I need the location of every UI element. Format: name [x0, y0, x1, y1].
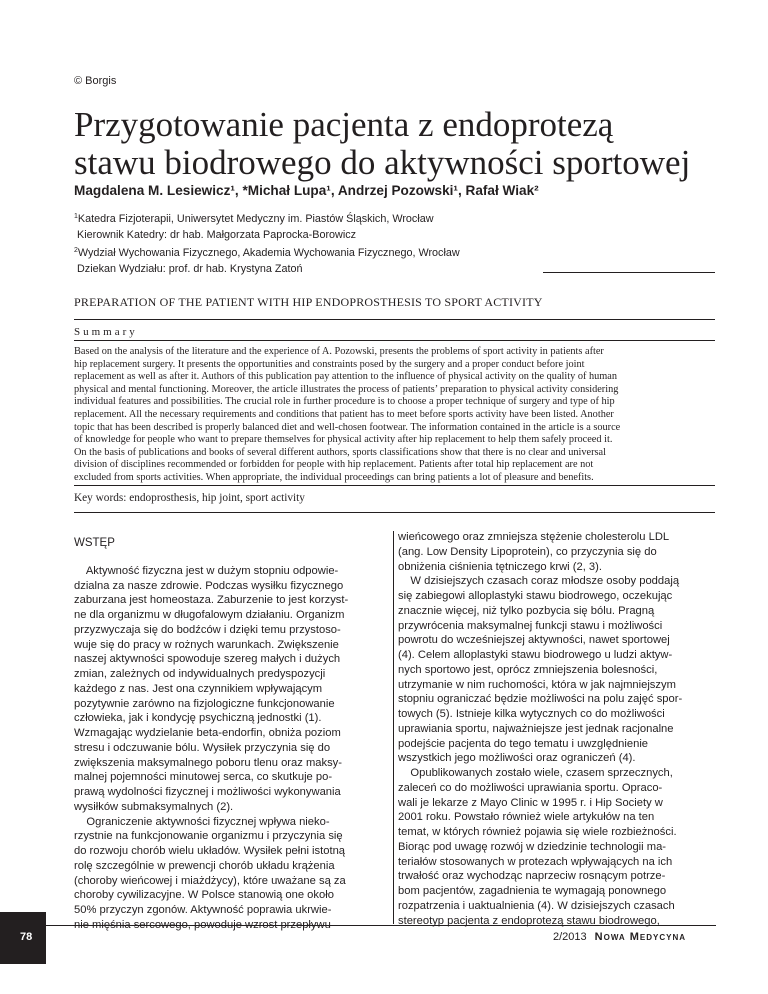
article-title	[74, 106, 714, 182]
text-line: przywrócenia maksymalnej funkcji stawu i możliwości	[398, 619, 663, 632]
divider	[74, 319, 715, 320]
text-line: towych (5). Istnieje kilka wytycznych co do możliwości	[398, 708, 665, 720]
abstract-line: of knowledge for people who want to prepare themselves for physical activity after hip replacement to help them safely proceed it.	[74, 434, 613, 446]
footer-rule	[46, 925, 716, 926]
abstract-line: replacement. All the necessary requirements and conditions that patient has to meet before sports activity have been listed. Another	[74, 408, 614, 420]
text-line: Ograniczenie aktywności fizycznej wpływa nieko-	[74, 815, 330, 828]
journal-footer	[553, 931, 686, 943]
abstract-line: hip replacement surgery. It presents the opportunities and constraints posed by the surgery and a proper conduct before joint	[74, 358, 585, 370]
text-line: naszej aktywności spowoduje szereg małych i dużych	[74, 653, 341, 666]
issue: 2/2013	[553, 931, 587, 943]
text-line: do rozwoju chorób wielu układów. Wysiłek pełni istotną	[74, 845, 346, 857]
text-line: wali je lekarze z Mayo Clinic w 1995 r. i Hip Society w	[398, 796, 663, 809]
journal-name: Nowa Medycyna	[594, 931, 687, 943]
text-line: wieńcowego oraz zmniejsza stężenie cholesterolu LDL	[398, 531, 670, 543]
abstract-line: Based on the analysis of the literature and the experience of A. Pozowski, presents the problems of sport activity in patients after	[74, 346, 604, 357]
text-line: 50% przyczyn zgonów. Aktywność poprawia ukrwie-	[74, 904, 332, 916]
text-line: obniżenia ciśnienia tętniczego krwi (2, 3).	[398, 560, 602, 573]
text-line: Opublikowanych zostało wiele, czasem sprzecznych,	[398, 767, 673, 779]
page-number: 78	[20, 931, 33, 943]
title-line: stawu biodrowego do aktywności sportowej	[74, 143, 691, 182]
text-line: ne dla organizmu w długofalowym działaniu. Organizm	[74, 609, 345, 621]
text-line: zaleceń co do możliwości uprawiania sportu. Opraco-	[398, 781, 663, 794]
affiliation-line: Kierownik Katedry: dr hab. Małgorzata Paprocka-Borowicz	[77, 228, 357, 241]
text-line: wysiłków submaksymalnych (2).	[74, 800, 234, 813]
left-column	[74, 530, 390, 933]
text-line: rolę szczególnie w prewencji chorób układu krążenia	[74, 859, 335, 872]
text-line: trwałość oraz wychodząc naprzeciw rosnącym potrze-	[398, 870, 666, 883]
divider	[74, 512, 715, 513]
section-heading: WSTĘP	[74, 537, 115, 549]
abstract-line: On the basis of publications and books of several different authors, sports classifications show that there is no clear and universal	[74, 446, 606, 458]
text-line: każdego z nas. Jest ona czynnikiem wpływającym	[74, 682, 323, 695]
text-line: malnej pojemności minutowej serca, co skutkuje po-	[74, 771, 333, 784]
abstract-line: division of disciplines recommended or forbidden for people with hip replacement. Patients after total hip replacement are not	[74, 459, 594, 471]
title-line: Przygotowanie pacjenta z endoprotezą	[74, 105, 614, 144]
text-line: wuje się do pracy w rożnych warunkach. Zwiększenie	[74, 638, 339, 651]
text-line: utrzymanie w nim ruchomości, która w jak najmniejszym	[398, 678, 676, 691]
affiliation-line: $^1$Katedra Fizjoterapii, Uniwersytet Medyczny im. Piastów Śląskich, Wrocław	[74, 213, 434, 225]
text-line: człowieka, jak i kondycję psychiczną jednostki (1).	[74, 712, 322, 725]
abstract-line: individual features and possibilities. The crucial role in further procedure is to choose a proper technique of surgery and type of hip	[74, 396, 615, 408]
text-line: teriałów stosowanych w protezach wpływających na ich	[398, 855, 673, 868]
right-column	[398, 530, 714, 928]
text-line: przyzwyczaja się do bodźców i dzięki temu przystoso-	[74, 623, 341, 636]
abstract-line: physical and mental functioning. Moreover, the article illustrates the process of patients’ preparation to physical activity considering	[74, 383, 619, 395]
short-divider	[543, 272, 715, 273]
text-line: W dzisiejszych czasach coraz młodsze osoby poddają	[398, 575, 680, 588]
text-line: dzialna za nasze zdrowie. Podczas wysiłku fizycznego	[74, 579, 344, 592]
column-divider	[393, 531, 394, 924]
text-line: zmian, zależnych od indywidualnych predyspozycji	[74, 668, 326, 680]
text-line: uprawiania sportu, najważniejsze jest jednak racjonalne	[398, 722, 674, 735]
summary-heading: Summary	[74, 326, 138, 338]
text-line: stopniu ograniczać będzie możliwości na polu zajęć spor-	[398, 693, 683, 706]
affiliation-line: Dziekan Wydziału: prof. dr hab. Krystyna Zatoń	[77, 262, 303, 275]
text-line: Aktywność fizyczna jest w dużym stopniu odpowie-	[74, 564, 339, 577]
affiliation-line: $^2$Wydział Wychowania Fizycznego, Akademia Wychowania Fizycznego, Wrocław	[74, 247, 460, 259]
text-line: powrotu do wcześniejszej aktywności, nawet sportowej	[398, 634, 670, 647]
abstract-line: replacement as well as after it. Authors of this publication pay attention to the influence of physical activity on the quality of human	[74, 371, 618, 383]
text-line: Biorąc pod uwagę rozwój w dziedzinie technologii ma-	[398, 840, 667, 853]
text-line: zwiększenia maksymalnego poboru tlenu oraz maksy-	[74, 756, 342, 769]
text-line: rozpatrzenia i uaktualnienia (4). W dzisiejszych czasach	[398, 899, 675, 912]
abstract-line: excluded from sports activities. When appropriate, the individual proceedings can bring patients a lot of pleasure and benefits.	[74, 471, 594, 483]
text-line: Wzmagając wydzielanie beta-endorfin, obniża poziom	[74, 727, 341, 739]
abstract-line: topic that has been described is properly balanced diet and well-chosen footwear. The information contained in the article is a source	[74, 421, 621, 433]
text-line: temat, w których również pojawia się wiele rozbieżności.	[398, 826, 677, 838]
affiliations	[74, 209, 460, 277]
text-line: (4). Celem alloplastyki stawu biodrowego u ludzi aktyw-	[398, 649, 673, 661]
text-line: rzystnie na funkcjonowanie organizmu i przyczynia się	[74, 830, 343, 843]
text-line: (choroby wieńcowej i miażdżycy), które uważane są za	[74, 874, 346, 887]
text-line: wszystkich jego możliwości oraz ograniczeń (4).	[398, 752, 636, 765]
text-line: prawą wydolności fizycznej i możliwości wykonywania	[74, 786, 341, 798]
divider	[74, 340, 715, 341]
text-line: się zabiegowi alloplastyki stawu biodrowego, oczekując	[398, 590, 673, 602]
divider	[74, 485, 715, 486]
text-line: zaburzana jest homeostaza. Zaburzenie to jest korzyst-	[74, 594, 349, 607]
text-line: bom pacjentów, zagadnienia te wymagają ponownego	[398, 885, 667, 897]
keywords: Key words: endoprosthesis, hip joint, sport activity	[74, 492, 305, 504]
text-line: pozytywnie zarówno na fizjologiczne funkcjonowanie	[74, 697, 335, 710]
text-line: stereotyp pacjenta z endoprotezą stawu biodrowego,	[398, 914, 660, 927]
text-line: nych sportowo jest, oprócz zmniejszenia bolesności,	[398, 663, 658, 676]
text-line: 2001 roku. Powstało również wiele artykułów na ten	[398, 811, 655, 824]
text-line: podejście pacjenta do tego tematu i uwzględnienie	[398, 737, 649, 750]
text-line: choroby cywilizacyjne. W Polsce stanowią one około	[74, 889, 334, 902]
left-column-text	[74, 564, 390, 933]
copyright-notice: © Borgis	[74, 75, 117, 87]
right-column-text	[398, 530, 714, 928]
text-line: stresu i odczuwanie bólu. Wysiłek przyczynia się do	[74, 741, 331, 754]
text-line: nie mięśnia sercowego, powoduje wzrost przepływu	[74, 918, 331, 931]
text-line: znacznie więcej, niż tylko pozbycia się bólu. Pragną	[398, 604, 655, 617]
authors: Magdalena M. Lesiewicz¹, *Michał Lupa¹, Andrzej Pozowski¹, Rafał Wiak²	[74, 183, 539, 198]
english-title: PREPARATION OF THE PATIENT WITH HIP ENDOPROSTHESIS TO SPORT ACTIVITY	[74, 295, 543, 309]
abstract	[74, 346, 715, 485]
text-line: (ang. Low Density Lipoprotein), co przyczynia się do	[398, 545, 657, 558]
